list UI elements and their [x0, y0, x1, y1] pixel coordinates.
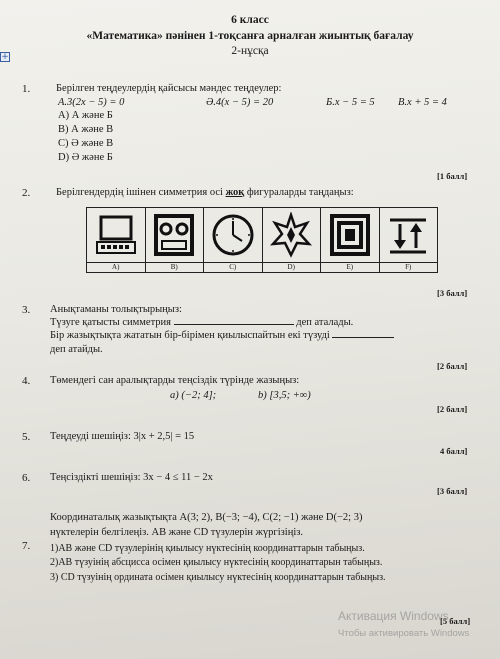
q4-part-b: b) [3,5; +∞): [258, 390, 311, 401]
q5-points: 4 балл]: [440, 446, 468, 456]
symmetry-figures-table: [86, 207, 438, 273]
nested-squares-icon: [328, 212, 372, 260]
q3-line3: Бір жазықтықта жататын бір-бірімен қиылыспайтын екі түзуді: [50, 330, 394, 341]
figure-cell-c: [204, 208, 263, 272]
clock-icon: [211, 212, 255, 260]
q6-number: 6.: [22, 472, 31, 484]
q6-points: [3 балл]: [437, 486, 468, 496]
q1-equation-b: Б.x − 5 = 5: [326, 97, 375, 108]
q1-option-d: D) Ә және Б: [58, 152, 113, 163]
figure-label-c: C): [204, 262, 262, 272]
q1-equation-v: В.x + 5 = 4: [398, 97, 447, 108]
figure-cell-a: [87, 208, 146, 272]
grade-heading: 6 класс: [231, 14, 269, 26]
q7-number: 7.: [22, 540, 31, 552]
figure-label-b: B): [146, 262, 204, 272]
q7-line3: 1)АВ және CD түзулерінің қиылысу нүктесінің координаттарын табыңыз.: [50, 543, 365, 554]
figure-cell-f: [380, 208, 438, 272]
q2-points: [3 балл]: [437, 288, 468, 298]
q7-line1: Координаталық жазықтықта A(3; 2), B(−3; −4), C(2; −1) және D(−2; 3): [50, 512, 363, 523]
q3-blank-1[interactable]: [174, 324, 294, 325]
q2-emphasis: жоқ: [225, 187, 245, 198]
q1-points: [1 балл]: [437, 171, 468, 181]
q3-blank-2[interactable]: [332, 337, 394, 338]
q1-equation-a: А.3(2x − 5) = 0: [58, 97, 125, 108]
q6-text: Теңсіздікті шешіңіз: 3x − 4 ≤ 11 − 2x: [50, 472, 213, 483]
figure-label-a: A): [87, 262, 145, 272]
arrows-icon: [386, 212, 430, 260]
figure-label-e: E): [321, 262, 379, 272]
computer-icon: [94, 212, 138, 260]
figure-cell-e: [321, 208, 380, 272]
variant-label: 2-нұсқа: [231, 45, 269, 57]
q2-text: Берілгендердің ішінен симметрия осі жоқ фигураларды таңдаңыз:: [56, 187, 354, 198]
windows-activation-watermark: Активация Windows: [338, 609, 449, 623]
q4-text: Төмендегі сан аралықтарды теңсіздік түрінде жазыңыз:: [50, 375, 300, 386]
q2-number: 2.: [22, 187, 31, 199]
figure-cell-d: [263, 208, 322, 272]
figure-label-f: F): [380, 262, 438, 272]
q5-number: 5.: [22, 431, 31, 443]
q3-line2: Түзуге қатысты симметрия деп аталады.: [50, 317, 354, 328]
q1-text: Берілген теңдеулердің қайсысы мәндес теңдеулер:: [56, 83, 282, 94]
q1-option-b: В) А және В: [58, 124, 114, 135]
star-icon: [269, 212, 313, 260]
q4-points: [2 балл]: [437, 404, 468, 414]
q1-number: 1.: [22, 83, 31, 95]
q3-number: 3.: [22, 304, 31, 316]
q1-option-c: С) Ә және В: [58, 138, 114, 149]
document-title: «Математика» пәнінен 1-тоқсанға арналған жиынтық бағалау: [86, 30, 414, 42]
q5-text: Теңдеуді шешіңіз: 3|x + 2,5| = 15: [50, 431, 195, 442]
cassette-icon: [152, 212, 196, 260]
q7-points: [5 балл]: [440, 616, 471, 626]
q7-line5: 3) CD түзуінің ордината осімен қиылысу нүктесінің координаттарын табыңыз.: [50, 572, 386, 583]
windows-activation-hint: Чтобы активировать Windows: [338, 628, 470, 639]
q1-equation-ae: Ә.4(x − 5) = 20: [206, 97, 274, 108]
q3-points: [2 балл]: [437, 361, 468, 371]
q7-line4: 2)АВ түзуінің абсцисса осімен қиылысу нүктесінің координаттарын табыңыз.: [50, 557, 383, 568]
q7-line2: нүктелерін белгілеңіз. АВ және CD түзулерін жүргізіңіз.: [50, 527, 304, 538]
expand-plus-icon[interactable]: +: [1, 52, 9, 62]
q3-line1: Анықтаманы толықтырыңыз:: [50, 304, 182, 315]
figure-label-d: D): [263, 262, 321, 272]
q4-number: 4.: [22, 375, 31, 387]
figure-cell-b: [146, 208, 205, 272]
q4-part-a: a) (−2; 4];: [170, 390, 217, 401]
q3-line4: деп атайды.: [50, 344, 103, 355]
q1-option-a: А) А және Б: [58, 110, 113, 121]
